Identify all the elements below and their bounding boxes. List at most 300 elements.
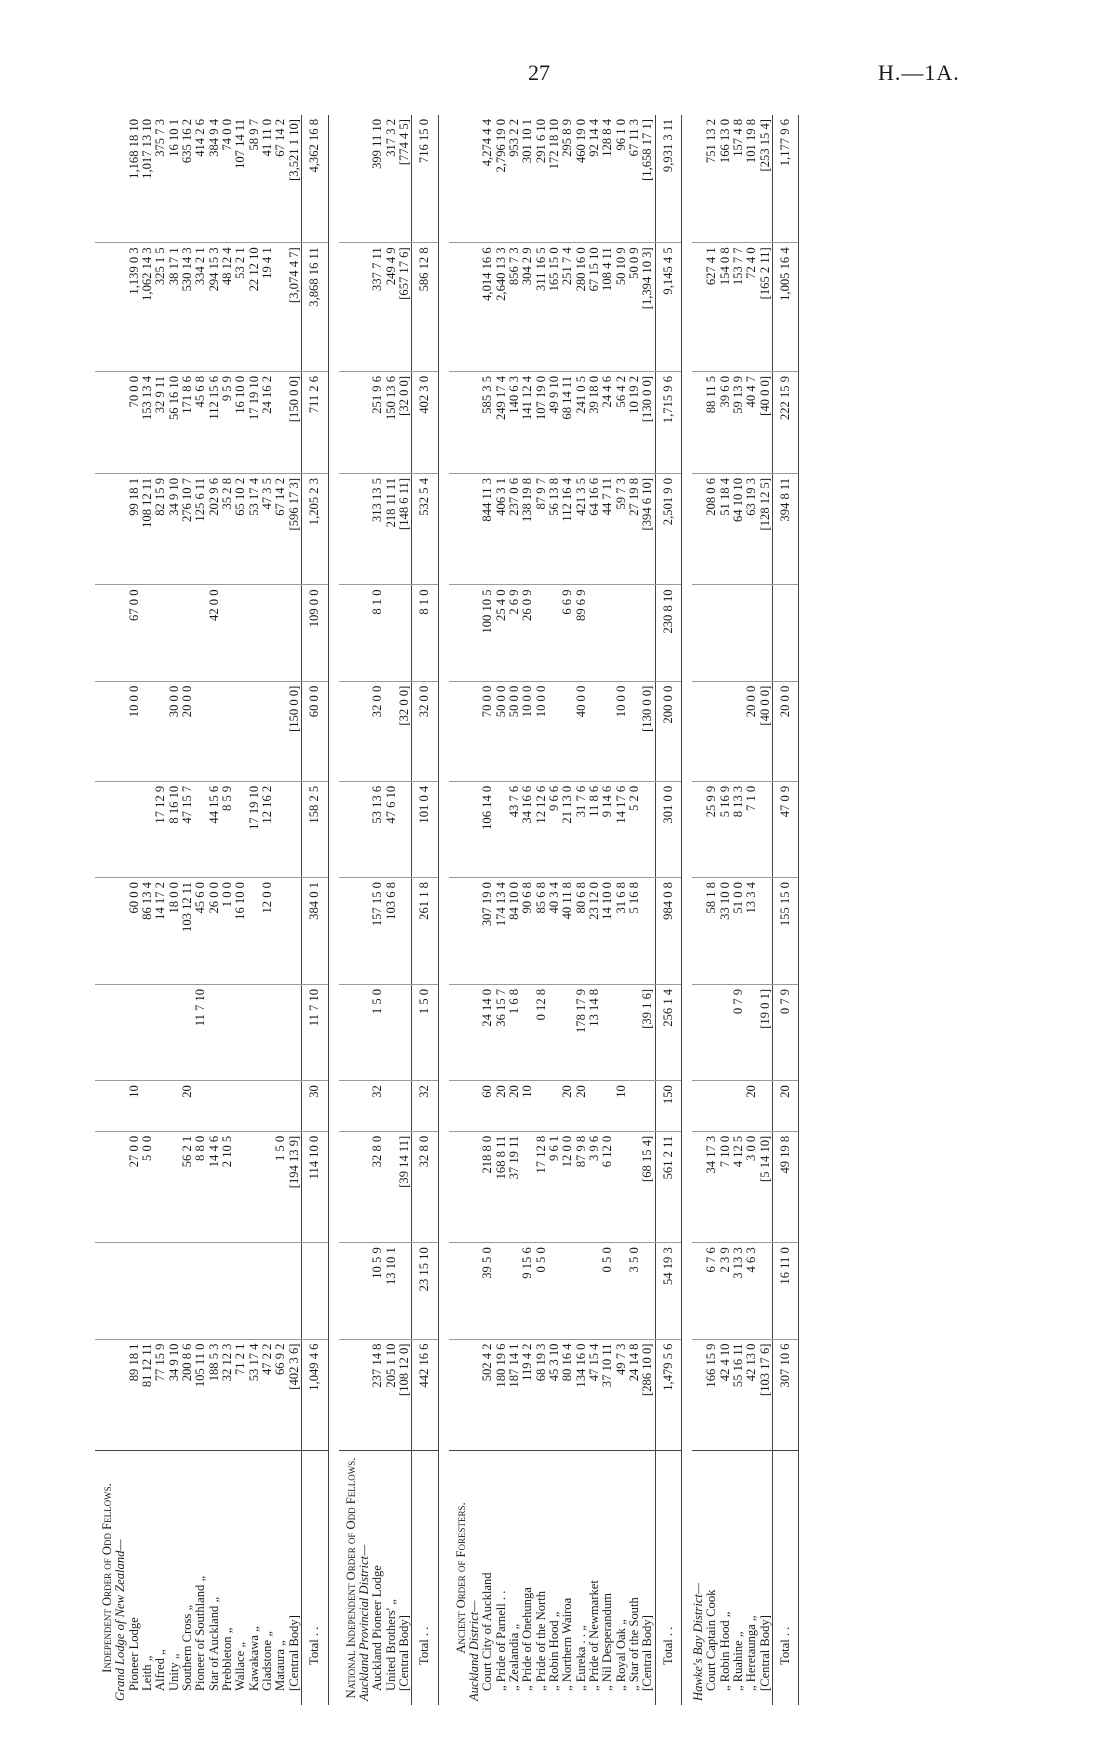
- total-row: [655, 115, 681, 1705]
- page-number: 27: [528, 60, 550, 85]
- table-cell: 47 15 7: [181, 781, 194, 877]
- table-cell: 36 15 7: [495, 984, 508, 1080]
- table-cell: 2,796 19 0: [495, 115, 508, 243]
- total-cell: 20: [773, 1081, 799, 1132]
- table-cell: 34 9 10: [168, 473, 181, 584]
- table-cell: 17 19 10: [248, 781, 261, 877]
- row-label: Wallace „: [233, 1642, 248, 1691]
- table-cell: 112 16 4: [561, 473, 574, 584]
- table-cell: [208, 681, 221, 781]
- table-cell: 1,017 13 10: [141, 115, 154, 243]
- table-cell: [154, 681, 167, 781]
- table-cell: 5 16 9: [719, 781, 732, 877]
- table-cell: [234, 1131, 247, 1242]
- table-cell: 249 4 9: [385, 243, 398, 372]
- district-heading: Auckland District—: [466, 1600, 481, 1701]
- total-row: [773, 115, 799, 1705]
- row-label: Gladstone „: [260, 1631, 275, 1691]
- total-row: [302, 115, 328, 1705]
- table-cell: 59 13 9: [732, 371, 745, 473]
- total-cell: 49 19 8: [773, 1131, 799, 1242]
- table-cell: [248, 1243, 261, 1339]
- table-cell: [561, 1243, 574, 1339]
- table-cell: 205 1 10: [385, 1339, 398, 1450]
- table-cell: 60 0 0: [128, 878, 141, 985]
- table-cell: 37 10 11: [601, 1339, 614, 1450]
- table-cell: [628, 984, 641, 1080]
- table-cell: [774 4 5]: [398, 115, 412, 243]
- table-cell: [40 0 0]: [759, 371, 773, 473]
- total-cell: 2,501 9 0: [655, 473, 681, 584]
- table-cell: 4 12 5: [732, 1131, 745, 1242]
- table-cell: 0 5 0: [535, 1243, 548, 1339]
- table-cell: [128 12 5]: [759, 473, 773, 584]
- total-cell: 716 15 0: [412, 115, 438, 243]
- table-cell: 13 14 8: [588, 984, 601, 1080]
- table-cell: [705, 1081, 718, 1132]
- table-cell: 40 0 0: [575, 681, 588, 781]
- table-cell: [154, 1081, 167, 1132]
- table-cell: [39 1 6]: [641, 984, 655, 1080]
- table-cell: 4,014 16 6: [481, 243, 494, 372]
- table-cell: 399 11 10: [371, 115, 384, 243]
- table-cell: 68 19 3: [535, 1339, 548, 1450]
- district-heading: Grand Lodge of New Zealand—: [113, 1539, 128, 1701]
- table-cell: [194, 1081, 207, 1132]
- table-cell: [615, 585, 628, 681]
- total-cell: 532 5 4: [412, 473, 438, 584]
- table-cell: 9 6 1: [548, 1131, 561, 1242]
- table-cell: 47 3 5: [261, 473, 274, 584]
- row-label: [Central Body]: [286, 1615, 301, 1691]
- table-cell: 9 6 6: [548, 781, 561, 877]
- table-cell: [548, 681, 561, 781]
- table-cell: [181, 1243, 194, 1339]
- table-cell: 30 0 0: [168, 681, 181, 781]
- table-cell: 70 0 0: [128, 371, 141, 473]
- table-cell: [150 0 0]: [288, 371, 302, 473]
- table-cell: 2 6 9: [508, 585, 521, 681]
- table-cell: [719, 681, 732, 781]
- table-cell: 80 6 8: [575, 878, 588, 985]
- table-cell: 59 7 3: [615, 473, 628, 584]
- table-row: [732, 115, 745, 1705]
- table-cell: 18 0 0: [168, 878, 181, 985]
- table-cell: [141, 585, 154, 681]
- table-cell: [221, 984, 234, 1080]
- table-cell: 150 13 6: [385, 371, 398, 473]
- table-cell: [288, 585, 302, 681]
- table-cell: 44 15 6: [208, 781, 221, 877]
- table-cell: 56 16 10: [168, 371, 181, 473]
- table-cell: [561, 984, 574, 1080]
- table-cell: 96 1 0: [615, 115, 628, 243]
- table-cell: [234, 1243, 247, 1339]
- table-cell: [745, 984, 758, 1080]
- row-label: „ Pride of Parnell . .: [493, 1590, 508, 1691]
- table-cell: 89 6 9: [575, 585, 588, 681]
- table-cell: 635 16 2: [181, 115, 194, 243]
- table-cell: [141, 1243, 154, 1339]
- table-cell: 8 1 0: [371, 585, 384, 681]
- total-cell: 384 0 1: [302, 878, 328, 985]
- table-cell: 108 12 11: [141, 473, 154, 584]
- table-row: [128, 115, 141, 1705]
- table-cell: [732, 681, 745, 781]
- table-cell: 953 2 2: [508, 115, 521, 243]
- table-cell: 12 0 0: [261, 878, 274, 985]
- table-cell: 81 12 11: [141, 1339, 154, 1450]
- table-cell: 251 7 4: [561, 243, 574, 372]
- table-cell: 2,640 13 3: [495, 243, 508, 372]
- row-label: „ Pride of Newmarket: [587, 1580, 601, 1691]
- table-cell: 585 3 5: [481, 371, 494, 473]
- table-cell: [261, 585, 274, 681]
- table-cell: 58 1 8: [705, 878, 718, 985]
- table-cell: 55 16 11: [732, 1339, 745, 1450]
- table-cell: 1 0 0: [221, 878, 234, 985]
- table-cell: [394 6 10]: [641, 473, 655, 584]
- table-cell: 50 0 0: [495, 681, 508, 781]
- table-cell: 208 0 6: [705, 473, 718, 584]
- total-cell: 30: [302, 1081, 328, 1132]
- total-cell: 301 0 0: [655, 781, 681, 877]
- table-cell: [759, 878, 773, 985]
- row-label: „ Zealandia „: [506, 1623, 521, 1691]
- table-cell: [274, 1243, 287, 1339]
- total-cell: 8 1 0: [412, 585, 438, 681]
- table-cell: 10 5 9: [371, 1243, 384, 1339]
- row-label: Southern Cross „: [180, 1604, 195, 1691]
- total-cell: 394 8 11: [773, 473, 799, 584]
- table-cell: 45 3 10: [548, 1339, 561, 1450]
- row-label: „ Robin Hood „: [546, 1611, 561, 1691]
- total-cell: 1,177 9 6: [773, 115, 799, 243]
- table-cell: [588, 1243, 601, 1339]
- table-cell: 72 4 0: [745, 243, 758, 372]
- table-cell: 92 14 4: [588, 115, 601, 243]
- table-row: [288, 115, 302, 1705]
- total-cell: 711 2 6: [302, 371, 328, 473]
- table-cell: 31 6 8: [615, 878, 628, 985]
- table-cell: 24 14 0: [481, 984, 494, 1080]
- section-title: Ancient Order of Foresters.: [453, 1502, 468, 1654]
- table-cell: 53 13 6: [371, 781, 384, 877]
- total-label: Total . .: [655, 1451, 681, 1706]
- table-cell: 4 6 3: [745, 1243, 758, 1339]
- table-cell: [495, 781, 508, 877]
- table-cell: [398, 585, 412, 681]
- table-cell: 856 7 3: [508, 243, 521, 372]
- table-cell: 60: [481, 1081, 494, 1132]
- table-cell: [759, 1081, 773, 1132]
- table-cell: 406 3 1: [495, 473, 508, 584]
- table-cell: 12 0 0: [561, 1131, 574, 1242]
- table-cell: 325 1 5: [154, 243, 167, 372]
- table-cell: 153 7 7: [732, 243, 745, 372]
- table-cell: 200 8 6: [181, 1339, 194, 1450]
- table-cell: [561, 681, 574, 781]
- table-cell: 5 16 8: [628, 878, 641, 985]
- table-cell: [128, 1243, 141, 1339]
- table-cell: [168, 1131, 181, 1242]
- table-cell: 9 14 6: [601, 781, 614, 877]
- table-cell: [141, 984, 154, 1080]
- table-cell: 188 5 3: [208, 1339, 221, 1450]
- table-cell: 65 10 2: [234, 473, 247, 584]
- table-cell: 10 0 0: [521, 681, 534, 781]
- total-cell: 4,362 16 8: [302, 115, 328, 243]
- table-cell: 58 9 7: [248, 115, 261, 243]
- table-cell: 218 8 0: [481, 1131, 494, 1242]
- table-cell: 140 6 3: [508, 371, 521, 473]
- table-cell: 375 7 3: [154, 115, 167, 243]
- table-row: [194, 115, 207, 1705]
- table-cell: 249 17 4: [495, 371, 508, 473]
- table-cell: 166 13 0: [719, 115, 732, 243]
- row-label: [Central Body]: [396, 1615, 411, 1691]
- total-cell: 20 0 0: [773, 681, 799, 781]
- total-cell: 47 0 9: [773, 781, 799, 877]
- table-cell: [641, 1081, 655, 1132]
- table-cell: [588, 681, 601, 781]
- table-cell: 10 0 0: [615, 681, 628, 781]
- table-cell: 276 10 7: [181, 473, 194, 584]
- table-cell: 39 5 0: [481, 1243, 494, 1339]
- table-cell: 63 19 3: [745, 473, 758, 584]
- table-cell: 64 10 10: [732, 473, 745, 584]
- table-cell: 153 13 4: [141, 371, 154, 473]
- total-label: Total . .: [302, 1451, 328, 1706]
- table-cell: 3 9 6: [588, 1131, 601, 1242]
- table-cell: [628, 585, 641, 681]
- table-cell: [261, 1243, 274, 1339]
- table-cell: 317 3 2: [385, 115, 398, 243]
- table-cell: 25 9 9: [705, 781, 718, 877]
- table-cell: 17 12 8: [535, 1131, 548, 1242]
- table-cell: 3 5 0: [628, 1243, 641, 1339]
- table-cell: 49 9 10: [548, 371, 561, 473]
- table-cell: 301 10 1: [521, 115, 534, 243]
- table-cell: 337 7 11: [371, 243, 384, 372]
- row-label: Prebbleton „: [220, 1627, 235, 1691]
- table-row: [154, 115, 167, 1705]
- row-label: Unity „: [166, 1653, 181, 1691]
- table-cell: [253 15 4]: [759, 115, 773, 243]
- table-cell: [128, 984, 141, 1080]
- table-cell: 3 0 0: [745, 1131, 758, 1242]
- row-label: „ Nil Desperandum: [600, 1593, 615, 1691]
- table-cell: 41 11 0: [261, 115, 274, 243]
- table-cell: [261, 984, 274, 1080]
- table-cell: 50 10 9: [615, 243, 628, 372]
- table-cell: [719, 585, 732, 681]
- table-cell: [385, 984, 398, 1080]
- table-cell: 17 12 9: [154, 781, 167, 877]
- table-cell: 171 8 6: [181, 371, 194, 473]
- table-cell: 237 0 6: [508, 473, 521, 584]
- table-cell: 8 13 3: [732, 781, 745, 877]
- table-cell: 82 15 9: [154, 473, 167, 584]
- table-cell: [628, 1081, 641, 1132]
- table-cell: 24 14 8: [628, 1339, 641, 1450]
- table-cell: 20: [495, 1081, 508, 1132]
- table-cell: 6 6 9: [561, 585, 574, 681]
- table-cell: [274, 984, 287, 1080]
- table-cell: 0 7 9: [732, 984, 745, 1080]
- table-cell: [154, 585, 167, 681]
- table-cell: 71 2 1: [234, 1339, 247, 1450]
- table-cell: [274, 371, 287, 473]
- table-cell: [221, 681, 234, 781]
- table-cell: 42 4 10: [719, 1339, 732, 1450]
- total-cell: 9,145 4 5: [655, 243, 681, 372]
- table-cell: 89 18 1: [128, 1339, 141, 1450]
- table-cell: 87 9 7: [535, 473, 548, 584]
- table-cell: [385, 1131, 398, 1242]
- table-row: [615, 115, 628, 1705]
- table-row: [208, 115, 221, 1705]
- table-row: [628, 115, 641, 1705]
- table-cell: 23 12 0: [588, 878, 601, 985]
- table-cell: 42 0 0: [208, 585, 221, 681]
- table-cell: 154 0 8: [719, 243, 732, 372]
- table-cell: 45 6 8: [194, 371, 207, 473]
- total-cell: 222 15 9: [773, 371, 799, 473]
- table-cell: [288, 781, 302, 877]
- table-cell: 6 7 6: [705, 1243, 718, 1339]
- table-cell: 14 17 2: [154, 878, 167, 985]
- table-row: [481, 115, 494, 1705]
- table-cell: 165 15 0: [548, 243, 561, 372]
- table-cell: 304 2 9: [521, 243, 534, 372]
- row-label: [Central Body]: [757, 1615, 772, 1691]
- table-cell: 112 15 6: [208, 371, 221, 473]
- row-label: Star of Auckland „: [206, 1596, 221, 1691]
- table-row: [234, 115, 247, 1705]
- table-cell: 10 0 0: [535, 681, 548, 781]
- table-cell: 34 16 6: [521, 781, 534, 877]
- table-cell: [208, 1243, 221, 1339]
- table-row: [745, 115, 758, 1705]
- table-cell: 26 0 9: [521, 585, 534, 681]
- table-cell: [705, 585, 718, 681]
- table-row: [759, 115, 773, 1705]
- total-cell: 60 0 0: [302, 681, 328, 781]
- table-cell: [261, 1131, 274, 1242]
- document-reference: H.—1A.: [878, 60, 960, 85]
- table-cell: [288, 1243, 302, 1339]
- table-cell: [1,658 17 1]: [641, 115, 655, 243]
- table-cell: [759, 781, 773, 877]
- table-cell: 16 10 0: [234, 878, 247, 985]
- district-heading: Hawke's Bay District—: [691, 1582, 706, 1701]
- table-cell: 26 0 0: [208, 878, 221, 985]
- table-cell: 43 7 6: [508, 781, 521, 877]
- total-cell: [773, 585, 799, 681]
- table-cell: [548, 1081, 561, 1132]
- total-cell: 261 1 8: [412, 878, 438, 985]
- table-cell: 20: [575, 1081, 588, 1132]
- table-cell: 10 0 0: [128, 681, 141, 781]
- table-cell: 530 14 3: [181, 243, 194, 372]
- table-cell: [39 14 11]: [398, 1131, 412, 1242]
- table-cell: [32 0 0]: [398, 371, 412, 473]
- table-cell: 174 13 4: [495, 878, 508, 985]
- table-cell: [601, 984, 614, 1080]
- table-cell: 100 10 5: [481, 585, 494, 681]
- row-label: United Brothers' „: [383, 1599, 398, 1691]
- table-cell: [181, 585, 194, 681]
- table-cell: [261, 681, 274, 781]
- table-cell: 17 19 10: [248, 371, 261, 473]
- table-cell: [759, 1243, 773, 1339]
- table-cell: 64 16 6: [588, 473, 601, 584]
- table-cell: 25 4 0: [495, 585, 508, 681]
- table-cell: [154, 1243, 167, 1339]
- table-cell: [208, 1081, 221, 1132]
- row-label: Auckland Pioneer Lodge: [370, 1565, 385, 1691]
- table-cell: 311 16 5: [535, 243, 548, 372]
- table-cell: 460 19 0: [575, 115, 588, 243]
- table-cell: [234, 681, 247, 781]
- table-cell: [234, 585, 247, 681]
- table-cell: [601, 585, 614, 681]
- table-cell: 12 16 2: [261, 781, 274, 877]
- table-cell: [32 0 0]: [398, 681, 412, 781]
- table-cell: 627 4 1: [705, 243, 718, 372]
- table-cell: [234, 1081, 247, 1132]
- table-cell: 31 7 6: [575, 781, 588, 877]
- table-cell: [535, 585, 548, 681]
- table-cell: 67 11 3: [628, 115, 641, 243]
- table-cell: 1 5 0: [371, 984, 384, 1080]
- total-cell: 442 16 6: [412, 1339, 438, 1450]
- table-cell: 291 6 10: [535, 115, 548, 243]
- row-label: „ Heretaunga „: [744, 1615, 759, 1691]
- row-label: Kawakawa „: [246, 1626, 261, 1691]
- table-cell: 2 10 5: [221, 1131, 234, 1242]
- table-row: [719, 115, 732, 1705]
- total-cell: 1 5 0: [412, 984, 438, 1080]
- table-cell: 33 10 0: [719, 878, 732, 985]
- total-cell: 101 0 4: [412, 781, 438, 877]
- table-cell: [274, 1081, 287, 1132]
- table-row: [588, 115, 601, 1705]
- table-cell: 138 19 8: [521, 473, 534, 584]
- table-cell: 125 6 11: [194, 473, 207, 584]
- table-row: [141, 115, 154, 1705]
- total-cell: 32 0 0: [412, 681, 438, 781]
- table-cell: [398, 878, 412, 985]
- table-cell: 166 15 9: [705, 1339, 718, 1450]
- table-cell: 87 9 8: [575, 1131, 588, 1242]
- table-cell: [288, 878, 302, 985]
- total-cell: 307 10 6: [773, 1339, 799, 1450]
- table-cell: 39 6 0: [719, 371, 732, 473]
- table-cell: 307 19 0: [481, 878, 494, 985]
- table-cell: 21 13 0: [561, 781, 574, 877]
- table-cell: [248, 681, 261, 781]
- table-cell: 66 9 2: [274, 1339, 287, 1450]
- table-row: [641, 115, 655, 1705]
- table-cell: [234, 984, 247, 1080]
- table-cell: 48 12 4: [221, 243, 234, 372]
- total-cell: 1,005 16 4: [773, 243, 799, 372]
- row-label: „ Robin Hood „: [717, 1611, 732, 1691]
- table-cell: 67 14 2: [274, 115, 287, 243]
- row-label: Alfred „: [153, 1649, 168, 1691]
